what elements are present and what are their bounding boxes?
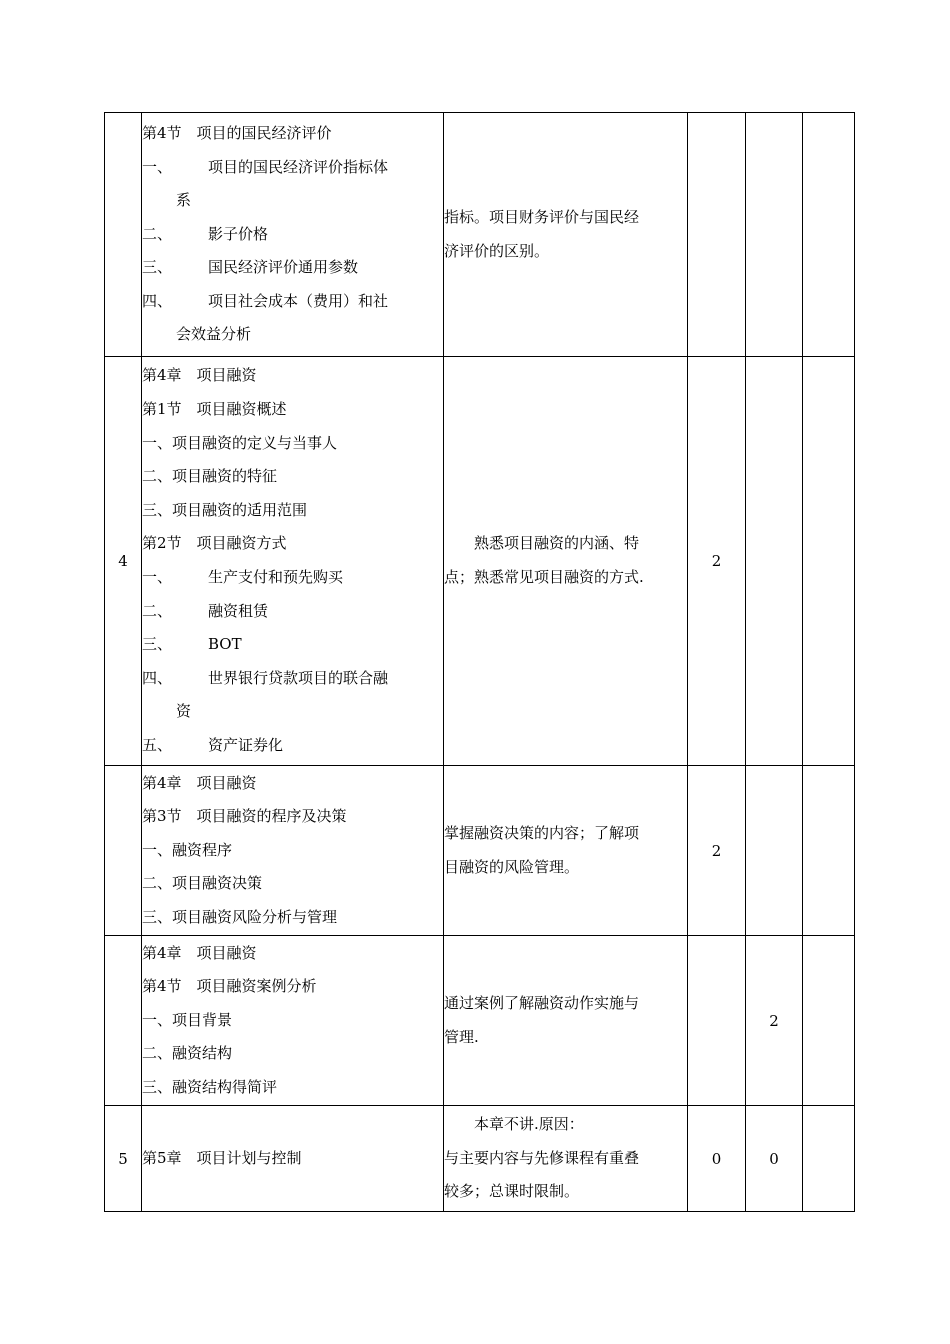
item-text: 国民经济评价通用参数: [208, 258, 359, 277]
goal-line: 指标。项目财务评价与国民经: [444, 207, 640, 226]
goal-cell: [444, 766, 688, 936]
goal-line: 目融资的风险管理。: [444, 857, 580, 876]
week-cell: 4: [105, 357, 142, 766]
hours-cell-h1: 2: [688, 357, 746, 766]
item-number: 一、: [142, 568, 173, 586]
content-cell: [142, 113, 444, 357]
content-line: [142, 561, 443, 595]
content-line: 第5章 项目计划与控制: [142, 1148, 302, 1167]
hours-cell-h1: [688, 113, 746, 357]
table-row: [105, 936, 855, 1106]
hours-cell-h2: [746, 357, 803, 766]
content-line: [142, 285, 443, 319]
week-cell: [105, 113, 142, 357]
content-line: 三、项目融资风险分析与管理: [142, 907, 338, 926]
content-line: 第4章 项目融资: [142, 366, 257, 385]
item-number: 三、: [142, 635, 173, 654]
item-number: 二、: [142, 224, 173, 243]
content-line: 二、项目融资决策: [142, 874, 263, 893]
goal-line: 管理.: [444, 1027, 479, 1046]
goal-line: 掌握融资决策的内容；了解项: [444, 823, 640, 842]
content-line: [142, 595, 443, 629]
table-row: [105, 766, 855, 936]
table-row: [105, 113, 855, 357]
item-number: 三、: [142, 258, 173, 277]
hours-cell-h3: [803, 1106, 855, 1212]
syllabus-table: [104, 112, 855, 1212]
goal-line: 熟悉项目融资的内涵、特: [474, 534, 640, 553]
week-cell: 5: [105, 1106, 142, 1212]
goal-line: 与主要内容与先修课程有重叠: [444, 1148, 640, 1167]
content-line: [142, 218, 443, 252]
content-line: 一、融资程序: [142, 840, 233, 859]
goal-line: 济评价的区别。: [444, 241, 550, 260]
item-text: 项目社会成本（费用）和社: [208, 291, 389, 310]
goal-cell: [444, 113, 688, 357]
item-number: 五、: [142, 735, 173, 754]
content-line: 第2节 项目融资方式: [142, 534, 287, 553]
hours-cell-h2: 2: [746, 936, 803, 1106]
item-number: 二、: [142, 601, 173, 620]
content-line: 第1节 项目融资概述: [142, 400, 287, 419]
content-cell: [142, 1106, 444, 1212]
item-number: 一、: [142, 157, 173, 176]
content-line: 资: [176, 702, 192, 721]
content-line: [142, 729, 443, 763]
hours-cell-h1: 2: [688, 766, 746, 936]
hours-cell-h3: [803, 113, 855, 357]
content-line: 第3节 项目融资的程序及决策: [142, 807, 347, 826]
content-line: 第4节 项目融资案例分析: [142, 977, 317, 996]
content-line: 一、项目融资的定义与当事人: [142, 433, 338, 452]
hours-cell-h2: 0: [746, 1106, 803, 1212]
goal-line: 本章不讲.原因：: [474, 1115, 584, 1134]
goal-cell: [444, 936, 688, 1106]
content-line: 第4章 项目融资: [142, 773, 257, 792]
goal-line: 点；熟悉常见项目融资的方式.: [444, 568, 644, 586]
content-line: 二、项目融资的特征: [142, 467, 278, 486]
hours-cell-h1: [688, 936, 746, 1106]
goal-cell: [444, 357, 688, 766]
week-cell: [105, 766, 142, 936]
item-text: 影子价格: [208, 224, 269, 243]
content-cell: [142, 357, 444, 766]
table-row: [105, 357, 855, 766]
week-cell: [105, 936, 142, 1106]
content-line: 三、项目融资的适用范围: [142, 500, 308, 519]
content-line: 会效益分析: [176, 325, 252, 344]
item-text: 融资租赁: [208, 601, 269, 620]
content-line: [142, 662, 443, 696]
hours-cell-h3: [803, 936, 855, 1106]
syllabus-table-body: [105, 113, 855, 1212]
item-text: 世界银行贷款项目的联合融: [208, 668, 389, 687]
content-line: 二、融资结构: [142, 1044, 233, 1063]
hours-cell-h3: [803, 766, 855, 936]
item-text: 资产证券化: [208, 735, 284, 754]
content-line: 第4节 项目的国民经济评价: [142, 123, 332, 142]
content-line: [142, 151, 443, 185]
hours-cell-h3: [803, 357, 855, 766]
content-line: [142, 628, 443, 662]
hours-cell-h1: 0: [688, 1106, 746, 1212]
content-line: 一、项目背景: [142, 1010, 233, 1029]
item-text: 项目的国民经济评价指标体: [208, 157, 389, 176]
content-line: 三、融资结构得简评: [142, 1077, 278, 1096]
content-line: 第4章 项目融资: [142, 943, 257, 962]
goal-cell: [444, 1106, 688, 1212]
item-number: 四、: [142, 668, 173, 687]
goal-line: 通过案例了解融资动作实施与: [444, 993, 640, 1012]
content-line: 系: [176, 191, 192, 210]
item-number: 四、: [142, 291, 173, 310]
table-row: [105, 1106, 855, 1212]
goal-line: 较多；总课时限制。: [444, 1182, 580, 1201]
hours-cell-h2: [746, 113, 803, 357]
hours-cell-h2: [746, 766, 803, 936]
item-text: BOT: [208, 635, 242, 654]
content-line: [142, 251, 443, 285]
content-cell: [142, 936, 444, 1106]
content-cell: [142, 766, 444, 936]
item-text: 生产支付和预先购买: [208, 568, 344, 586]
